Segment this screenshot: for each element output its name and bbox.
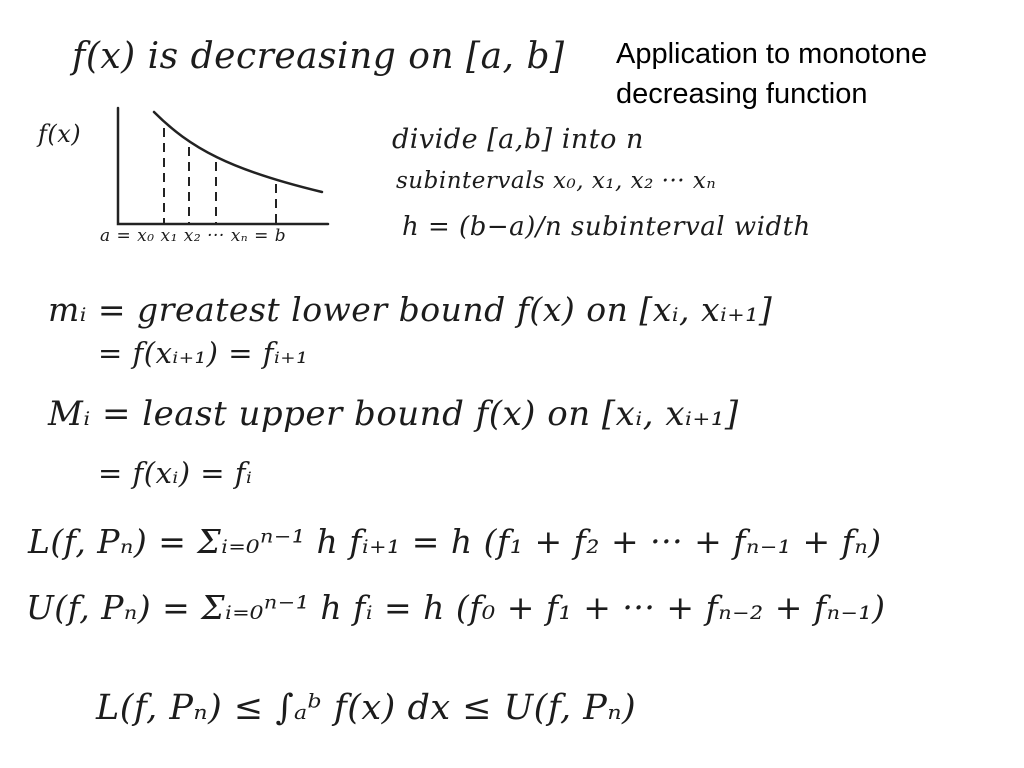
graph-axes — [118, 108, 328, 224]
upper-sum-formula: U(f, Pₙ) = Σᵢ₌₀ⁿ⁻¹ h fᵢ = h (f₀ + f₁ + ··· + fₙ₋₂ + fₙ₋₁) — [26, 588, 886, 627]
slide-title — [616, 34, 1016, 114]
lower-bound-definition: mᵢ = greatest lower bound f(x) on [xᵢ, xᵢ₊₁] — [48, 290, 773, 329]
decreasing-statement: f(x) is decreasing on [a, b] — [72, 36, 565, 77]
lower-bound-value: = f(xᵢ₊₁) = fᵢ₊₁ — [98, 336, 309, 370]
integral-inequality: L(f, Pₙ) ≤ ∫ₐᵇ f(x) dx ≤ U(f, Pₙ) — [96, 688, 637, 728]
subinterval-width: h = (b−a)/n subinterval width — [402, 212, 811, 242]
graph-x-labels: a = x₀ x₁ x₂ ··· xₙ = b — [100, 226, 287, 246]
title-line-1: Application to monotone — [616, 38, 928, 70]
upper-bound-definition: Mᵢ = least upper bound f(x) on [xᵢ, xᵢ₊₁] — [48, 394, 739, 434]
divide-line-2: subintervals x₀, x₁, x₂ ··· xₙ — [396, 168, 717, 194]
lower-sum-formula: L(f, Pₙ) = Σᵢ₌₀ⁿ⁻¹ h fᵢ₊₁ = h (f₁ + f₂ + ··· + fₙ₋₁ + fₙ) — [28, 522, 882, 561]
title-line-2: decreasing function — [616, 78, 868, 110]
divide-line-1: divide [a,b] into n — [392, 124, 644, 155]
graph-y-label: f(x) — [38, 120, 82, 148]
decreasing-curve — [154, 112, 322, 192]
upper-bound-value: = f(xᵢ) = fᵢ — [98, 456, 253, 490]
